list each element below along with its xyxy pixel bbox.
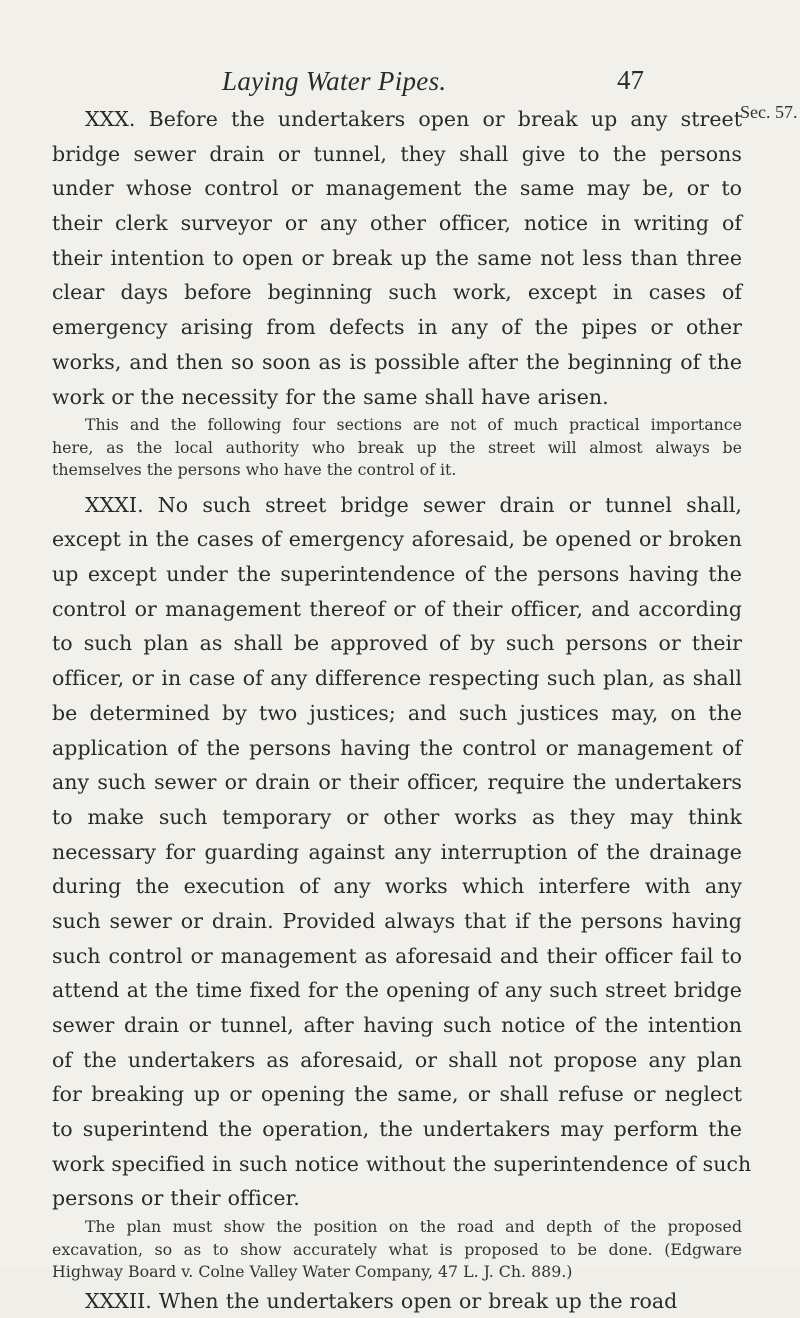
text-line: except in the cases of emergency aforesaid, be opened or broken — [52, 527, 742, 552]
text-line: control or management thereof or of their officer, and according — [52, 596, 742, 621]
text-line: emergency arising from defects in any of the pipes or other — [52, 315, 742, 340]
text-line: any such sewer or drain or their officer, require the undertakers — [52, 770, 742, 795]
text-line: to such plan as shall be approved of by such persons or their — [52, 631, 742, 656]
text-line: during the execution of any works which interfere with any — [52, 874, 742, 899]
text-line: such control or management as aforesaid and their officer fail to — [52, 943, 742, 968]
text-line: persons or their officer. — [52, 1186, 300, 1211]
text-line: up except under the superintendence of the persons having the — [52, 562, 742, 587]
text-line: their intention to open or break up the same not less than three — [52, 245, 742, 270]
note-line: This and the following four sections are not of much practical importance — [85, 415, 742, 435]
section-note — [52, 414, 742, 482]
note-line: here, as the local authority who break up the street will almost always be — [52, 437, 742, 457]
text-line: works, and then so soon as is possible after the beginning of the — [52, 349, 742, 374]
text-line: attend at the time fixed for the opening of any such street bridge — [52, 978, 742, 1003]
section-note — [52, 1216, 742, 1284]
text-line: work specified in such notice without the superintendence of such — [52, 1151, 752, 1176]
text-line: under whose control or management the same may be, or to — [52, 176, 742, 201]
text-line: to make such temporary or other works as they may think — [52, 804, 742, 829]
text-line: bridge sewer drain or tunnel, they shall give to the persons — [52, 141, 742, 166]
text-line: application of the persons having the control or management of — [52, 735, 742, 760]
text-line: be determined by two justices; and such justices may, on the — [52, 700, 742, 725]
page-number: 47 — [617, 65, 644, 95]
section-xxx — [52, 102, 742, 482]
text-line: officer, or in case of any difference respecting such plan, as shall — [52, 666, 742, 691]
text-line: clear days before beginning such work, except in cases of — [52, 280, 742, 305]
note-line: The plan must show the position on the road and depth of the proposed — [85, 1217, 742, 1237]
section-margin-note: Sec. 57. — [740, 102, 798, 122]
text-line: necessary for guarding against any interruption of the drainage — [52, 839, 742, 864]
text-line: XXXII. When the undertakers open or break up the road — [85, 1288, 678, 1313]
page-body — [52, 102, 752, 1318]
text-line: XXX. Before the undertakers open or break up any street — [85, 107, 742, 131]
text-line: of the undertakers as aforesaid, or shall not propose any plan — [52, 1047, 742, 1072]
running-title: Laying Water Pipes. — [222, 66, 447, 96]
text-line: their clerk surveyor or any other officer, notice in writing of — [52, 211, 742, 236]
text-line: such sewer or drain. Provided always that if the persons having — [52, 908, 742, 933]
section-xxxii — [52, 1284, 742, 1318]
note-line: themselves the persons who have the control of it. — [52, 460, 457, 480]
text-line: XXXI. No such street bridge sewer drain or tunnel shall, — [85, 492, 742, 517]
text-line: sewer drain or tunnel, after having such notice of the intention — [52, 1013, 742, 1037]
text-line: for breaking up or opening the same, or shall refuse or neglect — [52, 1082, 742, 1107]
text-line: work or the necessity for the same shall have arisen. — [52, 384, 609, 409]
note-line: Highway Board v. Colne Valley Water Company, 47 L. J. Ch. 889.) — [52, 1262, 573, 1282]
note-line: excavation, so as to show accurately what is proposed to be done. (Edgware — [52, 1239, 742, 1259]
section-xxxi — [52, 488, 752, 1284]
text-line: to superintend the operation, the undertakers may perform the — [52, 1117, 742, 1142]
